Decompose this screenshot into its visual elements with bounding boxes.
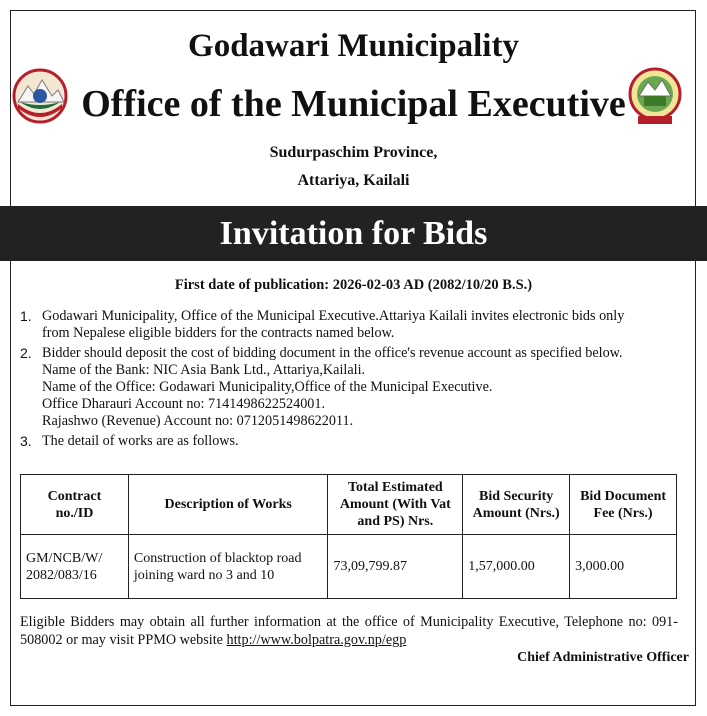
publication-date: First date of publication: 2026-02-03 AD (2082/10/20 B.S.)	[174, 277, 533, 293]
works-table	[20, 474, 677, 599]
bank-name: Name of the Bank: NIC Asia Bank Ltd., Attariya,Kailali.	[42, 362, 366, 378]
footer-info: Eligible Bidders may obtain all further information at the office of Municipality Executive, Telephone no: 091-508002 or may visit PPMO website	[20, 614, 678, 648]
ppmo-website-link[interactable]: http://www.bolpatra.gov.np/egp	[226, 632, 407, 648]
notice-item	[20, 433, 670, 450]
table-row	[21, 535, 677, 599]
office-name: Office of the Municipal Executive	[81, 83, 626, 125]
notice-item	[20, 345, 670, 430]
col-header-security: Bid Security Amount (Nrs.)	[463, 475, 570, 535]
dharauri-account: Office Dharauri Account no: 7141498622524001.	[42, 396, 326, 412]
district: Attariya, Kailali	[297, 172, 410, 189]
province: Sudurpaschim Province,	[269, 144, 438, 161]
col-header-amount: Total Estimated Amount (With Vat and PS) Nrs.	[328, 475, 463, 535]
item-line: Godawari Municipality, Office of the Municipal Executive.Attariya Kailali invites electronic bids only	[42, 308, 625, 324]
item-line: from Nepalese eligible bidders for the contracts named below.	[42, 325, 395, 341]
item-number: 3.	[20, 433, 32, 449]
col-header-contract: Contract no./ID	[21, 475, 129, 535]
revenue-account: Rajashwo (Revenue) Account no: 0712051498622011.	[42, 413, 354, 429]
col-header-description: Description of Works	[128, 475, 328, 535]
cell-amount: 73,09,799.87	[328, 535, 463, 599]
item-number: 1.	[20, 308, 32, 324]
cell-fee: 3,000.00	[570, 535, 677, 599]
notice-title-banner: Invitation for Bids	[0, 206, 707, 261]
notice-items	[20, 308, 670, 453]
footer-text	[20, 613, 678, 649]
cell-contract-id: GM/NCB/W/ 2082/083/16	[21, 535, 129, 599]
office-account-name: Name of the Office: Godawari Municipality,Office of the Municipal Executive.	[42, 379, 493, 395]
item-line: The detail of works are as follows.	[42, 433, 239, 449]
municipality-name: Godawari Municipality	[188, 28, 519, 64]
col-header-fee: Bid Document Fee (Nrs.)	[570, 475, 677, 535]
cell-description: Construction of blacktop road joining ward no 3 and 10	[128, 535, 328, 599]
item-number: 2.	[20, 345, 32, 361]
signer-title: Chief Administrative Officer	[517, 650, 689, 665]
item-line: Bidder should deposit the cost of bidding document in the office's revenue account as specified below.	[42, 345, 623, 361]
notice-item	[20, 308, 670, 342]
cell-security: 1,57,000.00	[463, 535, 570, 599]
table-header-row	[21, 475, 677, 535]
